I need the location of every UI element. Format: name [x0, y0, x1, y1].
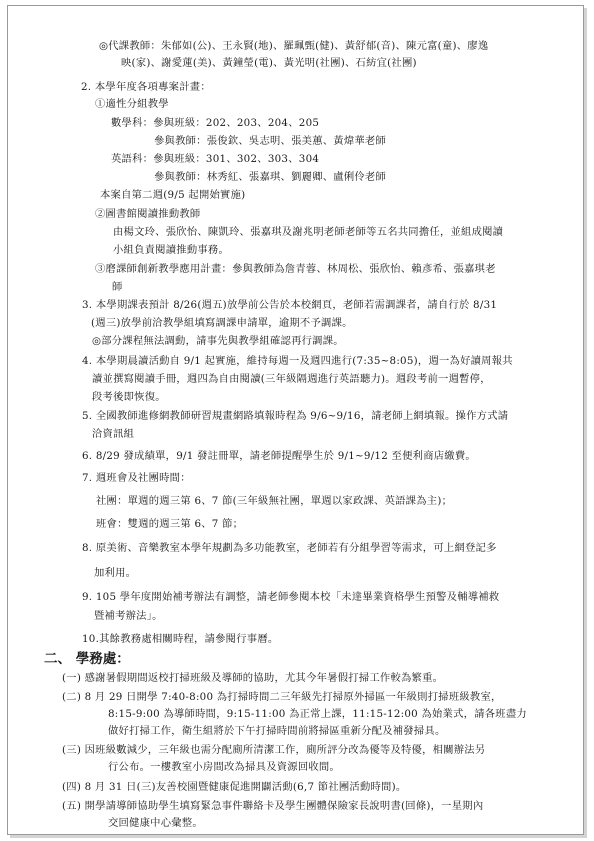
- item-2-1-note: 本案自第二週(9/5 起開始實施): [100, 189, 246, 201]
- section-2-item-2: (二) 8 月 29 日開學 7:40-8:00 為打掃時間二三年級先打掃原外掃區一年級則打掃班級教室，: [62, 691, 502, 703]
- section-2-item-3: 行公布。一樓教室小房間改為掃具及資源回收間。: [108, 761, 341, 773]
- item-8: 加利用。: [94, 567, 137, 579]
- item-3-note: ◎部分課程無法調動，請事先與教學組確認再行調課。: [92, 335, 344, 347]
- math-classes: 數學科：參與班級：202、203、204、205: [111, 117, 320, 129]
- item-2-title: 2. 本學年度各項專案計畫：: [81, 81, 211, 93]
- item-3: 3. 本學期課表預計 8/26(週五)放學前公告於本校網頁，老師若需調課者，請自行於 8/31: [82, 299, 498, 311]
- item-3: (週三)放學前洽教學組填寫調課申請單，逾期不予調課。: [91, 317, 353, 329]
- item-2-1: ①適性分組教學: [95, 98, 169, 110]
- item-2-2-text: 由楊文玲、張欣怡、陳凱玲、張嘉琪及謝兆明老師老師等五名共同擔任，並組成閱讀: [113, 226, 504, 238]
- math-teachers: 參與教師：張俊欽、吳志明、張美蕙、黃煒華老師: [154, 135, 387, 147]
- item-6: 6. 8/29 發成績單，9/1 發註冊單，請老師提醒學生於 9/1~9/12 至便利商店繳費。: [82, 450, 476, 462]
- item-5: 5. 全國教師進修網教師研習規畫網路填報時程為 9/6~9/16，請老師上網填報。操作方式請: [82, 410, 509, 422]
- substitute-line: 映(家)、謝愛蓮(美)、黃鐘瑩(電)、黃光明(社團)、石紡宜(社團): [121, 57, 417, 69]
- item-7-club: 社團：單週的週三第 6、7 節(三年級無社團，單週以家政課、英語課為主)；: [96, 495, 453, 507]
- item-7: 7. 週班會及社團時間：: [82, 472, 191, 484]
- item-4: 段考後即恢復。: [92, 391, 166, 403]
- section-2-item-1: (一) 感謝暑假期間返校打掃班級及導師的協助，尤其今年暑假打掃工作較為繁重。: [62, 672, 444, 684]
- item-2-3: 師: [112, 281, 123, 293]
- english-classes: 英語科：參與班級：301、302、303、304: [111, 153, 320, 165]
- item-4: 讀並撰寫閱讀手冊，週四為自由閱讀(三年級隔週進行英語聽力)。週段考前一週暫停，: [92, 373, 491, 385]
- item-9: 暨補考辦法」。: [94, 610, 163, 622]
- item-10: 10.其餘教務處相關時程，請參閱行事曆。: [82, 633, 279, 645]
- item-2-2: ②圖書館閱讀推動教師: [95, 208, 201, 220]
- item-2-3: ③磨課師創新教學應用計畫：參與教師為詹青蓉、林周松、張欣怡、賴彥希、張嘉琪老: [95, 263, 496, 275]
- section-2-heading: 二、 學務處：: [44, 651, 130, 667]
- section-2-item-2: 8:15-9:00 為導師時間，9:15-11:00 為正常上課，11:15-12:00 為始業式，請各班盡力: [108, 708, 527, 720]
- document-page: [7, 5, 584, 835]
- section-2-item-4: (四) 8 月 31 日(三)友善校園暨健康促進開闢活動(6,7 節社團活動時間)。: [62, 781, 407, 793]
- english-teachers: 參與教師：林秀紅、張嘉琪、劉麗卿、盧俐伶老師: [154, 171, 387, 183]
- section-2-item-3: (三) 因班級數減少，三年級也需分配廁所清潔工作，廁所評分改為優等及特優，相關辦法另: [62, 744, 486, 756]
- substitute-line: ◎代課教師：朱郁如(公)、王永賢(地)、羅珮甄(健)、黃舒郁(音)、陳元富(童)、廖逸: [99, 40, 489, 52]
- item-4: 4. 本學期晨讀活動自 9/1 起實施，維持每週一及週四進行(7:35~8:05)，週一為好讀周報共: [82, 355, 513, 367]
- item-7-class-meeting: 班會：雙週的週三第 6、7 節；: [96, 518, 244, 530]
- section-2-item-5: 交回健康中心彙整。: [108, 817, 203, 829]
- item-2-2-text: 小組負責閱讀推動事務。: [113, 244, 230, 256]
- item-9: 9. 105 學年度開始補考辦法有調整，請老師參閱本校「未達畢業資格學生預警及輔導補救: [82, 591, 500, 603]
- section-2-item-2: 做好打掃工作，衛生組將於下午打掃時間前將掃區重新分配及補發掃具。: [108, 725, 446, 737]
- section-2-item-5: (五) 開學請導師協助學生填寫緊急事件聯絡卡及學生團體保險家長說明書(回條)，一星期內: [62, 800, 484, 812]
- item-8: 8. 原美術、音樂教室本學年規劃為多功能教室，老師若有分組學習等需求，可上網登記多: [82, 542, 497, 554]
- item-5: 洽資訊組: [92, 428, 135, 440]
